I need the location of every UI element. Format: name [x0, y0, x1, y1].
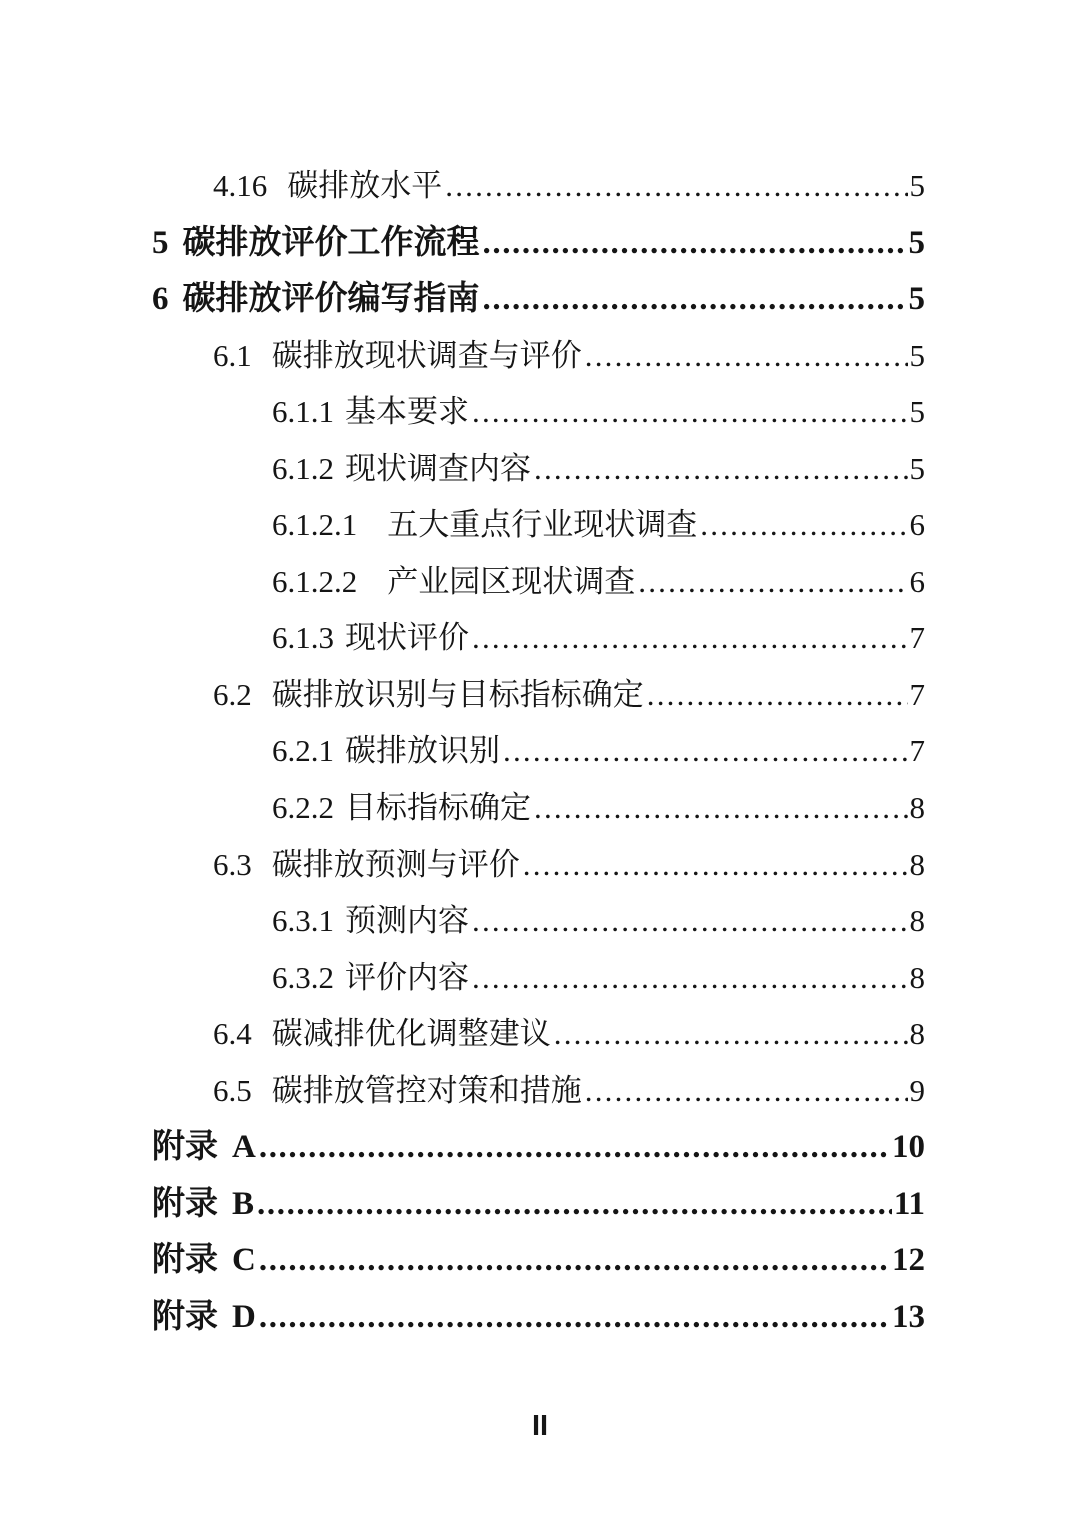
toc-entry-page-number: 7: [909, 733, 925, 769]
toc-entry-page-number: 8: [909, 959, 925, 995]
toc-entry-number: 6.3.1: [272, 903, 334, 939]
toc-entry-page-number: 6: [909, 507, 925, 543]
toc-entry-page-number: 9: [909, 1072, 925, 1108]
toc-entry-number: 6.1: [213, 337, 252, 373]
dot-leader: [472, 384, 908, 441]
toc-entry-number: 6: [152, 281, 169, 318]
toc-entry-page-number: 5: [909, 168, 925, 203]
toc-entry-title: 碳排放水平: [287, 168, 443, 203]
dot-leader: [585, 328, 908, 385]
toc-entry-page-number: 7: [909, 620, 925, 656]
dot-leader: [445, 158, 907, 215]
dot-leader: [523, 837, 908, 894]
toc-entry-page-number: 5: [908, 224, 925, 261]
toc-row: [0, 780, 925, 837]
toc-row: [0, 158, 925, 215]
toc-row: [0, 271, 925, 328]
toc-entry-page-number: 8: [909, 1016, 925, 1052]
toc-row: [0, 1006, 925, 1063]
page-footer-number: II: [531, 1410, 549, 1442]
toc-entry-number: 5: [152, 224, 169, 261]
dot-leader: [554, 1006, 908, 1063]
toc-entry-number: 4.16: [213, 168, 268, 203]
dot-leader: [472, 893, 908, 950]
toc-entry-number: 6.5: [213, 1072, 252, 1108]
dot-leader: [483, 215, 907, 272]
dot-leader: [483, 271, 907, 328]
dot-leader: [257, 1176, 892, 1233]
toc-entry-page-number: 8: [909, 846, 925, 882]
toc-entry-page-number: 6: [909, 563, 925, 599]
dot-leader: [638, 554, 907, 611]
toc-entry-number: 6.2.2: [272, 790, 334, 826]
toc-row: [0, 1289, 925, 1346]
toc-entry-title: 预测内容: [345, 903, 469, 939]
dot-leader: [259, 1119, 890, 1176]
toc-row: [0, 554, 925, 611]
toc-entry-page-number: 10: [892, 1129, 925, 1166]
toc-entry-number: 6.1.2.2: [272, 563, 358, 599]
toc-entry-page-number: 11: [893, 1185, 925, 1222]
toc-row: [0, 893, 925, 950]
toc-row: [0, 610, 925, 667]
toc-entry-number: 附录: [152, 1185, 218, 1222]
dot-leader: [534, 780, 908, 837]
toc-entry-title: 碳排放评价编写指南: [182, 281, 480, 318]
toc-entry-title: 基本要求: [345, 394, 469, 430]
toc-entry-number: 6.2.1: [272, 733, 334, 769]
dot-leader: [700, 497, 907, 554]
toc-entry-page-number: 5: [909, 450, 925, 486]
dot-leader: [259, 1289, 890, 1346]
toc-entry-number: 6.1.2.1: [272, 507, 358, 543]
toc-row: [0, 441, 925, 498]
toc-entry-number: 附录: [152, 1298, 218, 1335]
toc-entry-title: C: [232, 1242, 256, 1279]
toc-entry-title: 产业园区现状调查: [387, 563, 636, 599]
toc-entry-title: 碳排放评价工作流程: [182, 224, 480, 261]
toc-entry-page-number: 8: [909, 903, 925, 939]
dot-leader: [472, 950, 908, 1007]
toc-entry-title: A: [232, 1129, 256, 1166]
dot-leader: [585, 1063, 908, 1120]
toc-entry-number: 附录: [152, 1129, 218, 1166]
toc-row: [0, 1232, 925, 1289]
dot-leader: [503, 723, 908, 780]
toc-row: [0, 667, 925, 724]
toc-entry-number: 附录: [152, 1242, 218, 1279]
toc-entry-title: B: [232, 1185, 255, 1222]
dot-leader: [259, 1232, 890, 1289]
toc-entry-title: 碳排放识别与目标指标确定: [271, 676, 644, 712]
dot-leader: [534, 441, 908, 498]
table-of-contents: [0, 158, 925, 1345]
toc-entry-number: 6.2: [213, 676, 252, 712]
toc-entry-title: 五大重点行业现状调查: [387, 507, 698, 543]
dot-leader: [472, 610, 908, 667]
toc-entry-page-number: 5: [908, 281, 925, 318]
toc-entry-title: 评价内容: [345, 959, 469, 995]
toc-entry-title: 碳排放现状调查与评价: [271, 337, 582, 373]
toc-row: [0, 497, 925, 554]
toc-entry-page-number: 5: [909, 337, 925, 373]
toc-row: [0, 723, 925, 780]
toc-entry-number: 6.3.2: [272, 959, 334, 995]
toc-row: [0, 384, 925, 441]
toc-entry-number: 6.1.1: [272, 394, 334, 430]
toc-entry-title: 碳排放管控对策和措施: [271, 1072, 582, 1108]
toc-row: [0, 837, 925, 894]
toc-row: [0, 328, 925, 385]
dot-leader: [647, 667, 908, 724]
toc-entry-number: 6.4: [213, 1016, 252, 1052]
toc-entry-page-number: 7: [909, 676, 925, 712]
toc-entry-number: 6.1.2: [272, 450, 334, 486]
toc-row: [0, 1063, 925, 1120]
toc-entry-page-number: 12: [892, 1242, 925, 1279]
toc-row: [0, 1176, 925, 1233]
toc-row: [0, 1119, 925, 1176]
toc-entry-title: 碳排放识别: [345, 733, 500, 769]
toc-entry-page-number: 5: [909, 394, 925, 430]
toc-entry-number: 6.3: [213, 846, 252, 882]
toc-entry-page-number: 8: [909, 790, 925, 826]
toc-entry-number: 6.1.3: [272, 620, 334, 656]
toc-entry-title: 目标指标确定: [345, 790, 531, 826]
toc-entry-title: 现状评价: [345, 620, 469, 656]
toc-row: [0, 950, 925, 1007]
toc-entry-title: 碳减排优化调整建议: [271, 1016, 551, 1052]
toc-entry-title: 碳排放预测与评价: [271, 846, 520, 882]
toc-entry-title: D: [232, 1298, 256, 1335]
toc-entry-title: 现状调查内容: [345, 450, 531, 486]
toc-entry-page-number: 13: [892, 1298, 925, 1335]
toc-row: [0, 215, 925, 272]
